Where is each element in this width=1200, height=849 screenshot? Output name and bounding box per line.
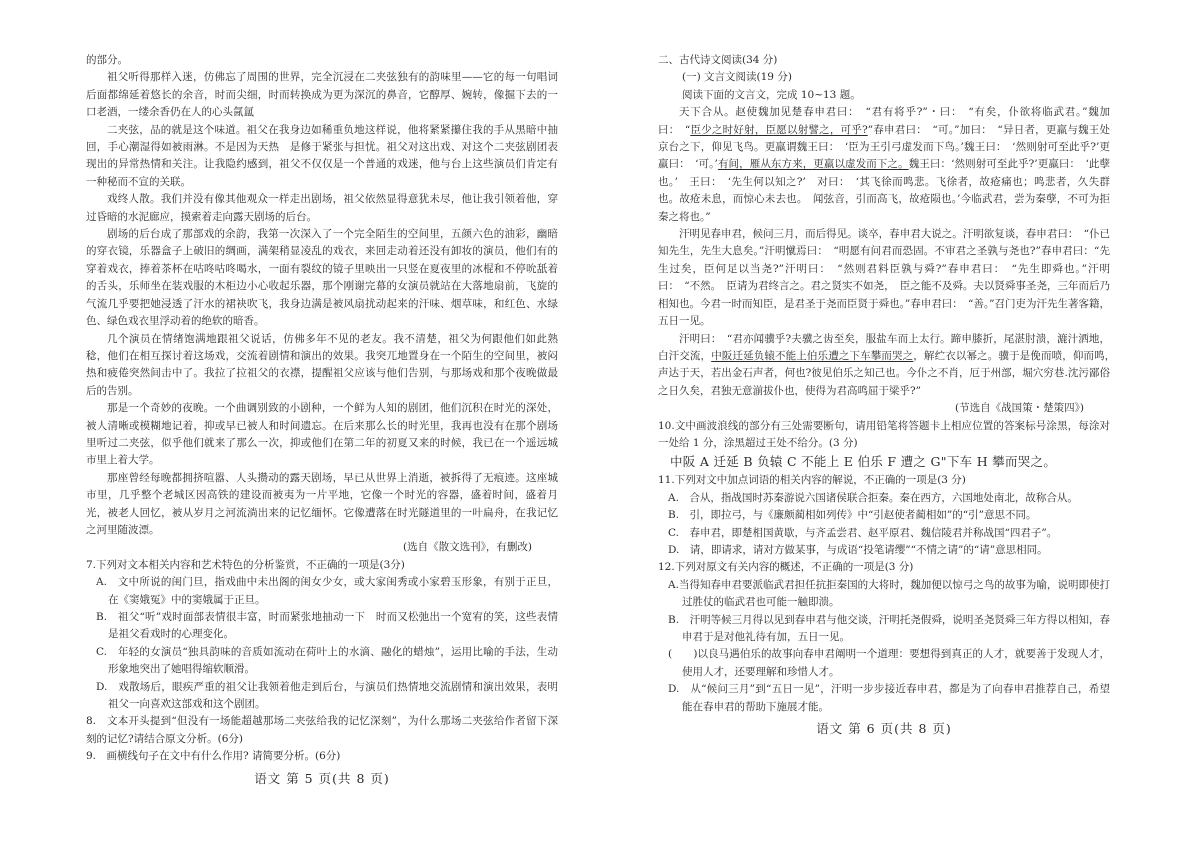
question-12: 12.下列对原文有关内容的概述，不正确的一项是(3 分) [658, 561, 914, 574]
option-b: B. 汗明等候三月得以见到春申君与他交谈，汗明托尧假舜，说明圣尧贤舜三年方得以相知，春申君于是对他礼待有加，五日一见。 [668, 613, 1110, 643]
source-citation: (选自《散文选刊》，有删改) [403, 541, 532, 554]
subsection-heading: (一) 文言文阅读(19 分) [682, 71, 792, 84]
question-7: 7.下列对文本相关内容和艺术特色的分析鉴赏，不正确的一项是(3分) [86, 558, 405, 571]
option-b: B. 引，即拉弓，与《廉颇蔺相如列传》中“引赵使者蔺相如”的“引”意思不同。 [668, 509, 1037, 522]
paragraph: 那座曾经每晚都拥挤喧嚣、人头攒动的露天剧场，早已从世界上消逝，被拆得了无痕迹。这座城市里，几乎整个老城区因高铁的建设而被夷为一片平地，它像一个时光的容器，盛着时间，盛着月光，被老人回忆，被从岁月之河流淌出来的记忆缅怀。它像遭落在时光隧道里的一叶扁舟，在我记忆之河里随波漂。 [86, 471, 558, 536]
option-d: D. 从“候问三月”到“五日一见”，汗明一步步接近春申君，都是为了向春申君推荐自己，希望能在春申君的帮助下施展才能。 [668, 683, 1110, 713]
section-heading: 二、古代诗文阅读(34 分) [658, 54, 778, 66]
text-span: 汗明曰： “君亦闻骥乎?夫骥之齿至矣，服盐车而上太行。蹄申膝折，尾湛肘溃，漉汁洒地，白汗交流， [658, 332, 1110, 362]
punctuation-line: 中阪 A 迁延 B 负辕 C 不能上 E 伯乐 F 遭之 G"下车 H 攀而哭之。 [670, 454, 1057, 470]
paragraph: 那是一个奇妙的夜晚。一个曲调别致的小剧种，一个鲜为人知的剧团，他们沉积在时光的深处，被人清晰或模糊地记着，抑或早已被人和时间遗忘。在后来那么长的时光里，我再也没有在那个剧场里听过二夹弦，似乎他们就来了那么一次，抑或他们在第二年的初夏又来的时候，我已在一个遥远城市里上着大学。 [86, 402, 558, 467]
option-c: ( )以良马遇伯乐的故事向春申君阐明一个道理：要想得到真正的人才，就要善于发现人才，使用人才，还要理解和珍惜人才。 [668, 648, 1110, 678]
text-span: 天下合从。赵使魏加见楚春申君曰： “君有将乎?”・曰： “有矣，仆欲将临武君。”魏加曰： “ [658, 106, 1110, 136]
option-a: A. 文中所说的闺门旦，指戏曲中未出阁的闺女少女，或大家闺秀或小家碧玉形象，有别于正旦，在《窦娥冤》中的窦娥属于正旦。 [96, 576, 558, 606]
paragraph: 几个演员在情绪饱满地跟祖父说话，仿佛多年不见的老友。我不清楚，祖父为何跟他们如此熟稔，他们在相互探讨着这场戏，交流着剧情和演出的效果。我突兀地置身在一个陌生的空间里，被闷热和疲倦突然间击中了。我拉了拉祖父的衣襟，提醒祖父应该与他们告别，与那场戏和那个夜晚做最后的告别。 [86, 332, 558, 397]
option-c: C. 春申君，即楚相国黄歇，与齐孟尝君、赵平原君、魏信陵君并称战国“四君子”。 [668, 526, 1058, 539]
option-d: D. 戏散场后，眼疾严重的祖父让我领着他走到后台，与演员们热情地交流剧情和演出效果，表明祖父一向喜欢这部戏和这个剧团。 [96, 680, 558, 711]
paragraph: 戏终人散。我们并没有像其他观众一样走出剧场，祖父依然显得意犹未尽，他让我引领着他，穿过昏暗的水泥廊应，摸索着走向露天剧场的后台。 [86, 193, 558, 223]
text-span: ，解纻衣以幂之。骥于是俛而喷，仰而鸣， 声达于天，若出金石声者，何也?彼见伯乐之知己也。今仆之不肖，厄于州部，堀穴穷巷.沈污鄙俗之日久矣，君独无意湔拔仆也，使得为君高鸣屈于梁乎?” [658, 349, 1121, 397]
question-10: 10.文中画波浪线的部分有三处需要断句，请用铅笔将答题卡上相应位置的答案标号涂黑，每涂对一处给 1 分，涂黑超过王处不给分。(3 分) [658, 419, 1110, 449]
text-span: 魏王曰：‘然则射可至此乎?’更羸曰： ‘此孽也。’ 王曰： ‘先生何以知之?’ 对曰： ‘其飞徐而鸣悲。飞徐者，故疮痛也；鸣悲者，久失群也。故疮未息，而惊心未去也。 闻弦音，引而高飞，故疮陨也。’今临武君，尝为秦孽，不可为拒秦之将也。” [658, 158, 1110, 223]
question-8: 8. 文本开头提到“但没有一场能超越那场二夹弦给我的记忆深刻”，为什么那场二夹弦给作者留下深刻的记忆?请结合原文分析。(6分) [86, 715, 558, 745]
option-b: B. 祖父“听”戏时面部表情很丰富，时而紧张地抽动一下 时而又松弛出一个宽宥的笑，这些表情是祖父看戏时的心理变化。 [96, 611, 558, 641]
question-11: 11.下列对文中加点词语的相关内容的解说，不正确的一项是(3 分) [658, 474, 966, 487]
paragraph: 剧场的后台成了那部戏的余韵，我第一次深入了一个完全陌生的空间里，五颜六色的油彩，幽暗的穿衣镜，乐器盒子上破旧的绸画，满架稍显凌乱的戏衣，来回走动着还没有卸妆的演员，他们有的穿着戏衣，捧着茶杯在咕咚咕咚喝水，一面有裂纹的镜子里映出一只竖在夏夜里的冰棍和不停吮舐着的舌头，乐师坐在装戏服的木柜边小心收起乐器，那个刚谢完幕的女演员就站在大落地扇前，飞旋的气流几乎要把她浸透了汗水的裙袂吹飞，我身边满是被风扇扰动起来的汗味、烟草味，和红色、水绿色、绿色戏衣里浮动着的绝软的暗香。 [86, 228, 558, 328]
underlined-sentence: 有间，雁从东方来，更羸以虚发而下之。 [717, 158, 909, 171]
paragraph: 的部分。 [86, 54, 128, 66]
paragraph: 祖父听得那样入迷，仿佛忘了周围的世界，完全沉浸在二夹弦独有的韵味里——它的每一句唱词后面都绵延着悠长的余音，时而尖细，时而转换成为更为深沉的鼻音，它醇厚、婉转，像掘下去的一口老酒，一缕余香仍在人的心头氤氲 [86, 71, 558, 119]
underlined-sentence: 臣少之时好射，臣愿以射譬之，可乎? [690, 123, 868, 136]
classical-text-paragraph: 汗明见春申君，候问三月，而后得见。谈卒，春申君大说之。汗明欲复谈，春申君曰： “仆已知先生，先生大息矣。”汗明憱焉曰： “明愿有问君而恐固。不审君之圣孰与尧也?”春申君曰：“先生过矣，臣何足以当尧?”汗明曰： “然则君料臣孰与舜?”春申君曰： “先生即舜也。”汗明曰： “不然。 臣请为君终言之。君之贤实不如尧， 臣之能不及舜。夫以贤舜事圣尧，三年而后乃相知也。今君一时而知臣，是君圣于尧而臣贤于舜也。”春申君曰： “善。”召门吏为汗先生著客籍，五日一见。 [658, 228, 1110, 328]
classical-text-paragraph [658, 104, 1110, 226]
source-citation: (节选自《战国策・楚策四》) [955, 402, 1084, 415]
question-9: 9. 画横线句子在文中有什么作用? 请简要分析。(6分) [86, 750, 341, 763]
classical-text-paragraph [658, 331, 1121, 401]
page-footer: 语文 第 5 页(共 8 页) [254, 770, 390, 786]
option-a: A.当得知春申君要派临武君担任抗拒秦国的大将时，魏加便以惊弓之鸟的故事为喻，说明即使打过胜仗的临武君也可能一触即溃。 [668, 578, 1110, 609]
option-a: A. 合从，指战国时苏秦游说六国诸侯联合拒秦。秦在西方，六国地处南北，故称合从。 [668, 491, 1078, 504]
page-footer: 语文 第 6 页(共 8 页) [816, 721, 952, 737]
option-c: C. 年轻的女演员“独具韵味的音质如流动在荷叶上的水滴、融化的蜡烛”，运用比喻的手法，生动形象地突出了她唱得缩软顺滑。 [96, 645, 558, 676]
instruction: 阅读下面的文言文，完成 10~13 题。 [682, 88, 861, 101]
paragraph: 二夹弦，品的就是这个味道。祖父在我身边如稀重负地这样说，他将紧紧攥住我的手从黑暗中抽回，手心潮湿得如被雨淋。不是因为天热 是修于紧张与担忧。祖父对这出戏、对这个二夹弦剧团表现出的异常热情和关注。让我隐约感到，祖父不仅仅是一个普通的戏迷，他与台上这些演员们肯定有一种秘而不宣的关联。 [86, 123, 558, 188]
wavy-underlined-passage: 中阪迁延负辕不能上伯乐遭之下车攀而哭之 [711, 349, 914, 362]
option-d: D. 请，即请求，请对方做某事，与成语“投笔请缨”“不情之请”的“请”意思相同。 [668, 543, 1048, 556]
left-page [86, 52, 558, 787]
text-span: ”春申君曰： “可。”加曰： “异日者，更羸与魏王处京台之下，仰见飞鸟。更羸谓魏王曰： ‘臣为王引弓虚发而下鸟。’魏王曰： ‘然则射可至此乎?’更羸曰： ‘可。’ [658, 123, 1110, 171]
right-page [658, 52, 1121, 737]
